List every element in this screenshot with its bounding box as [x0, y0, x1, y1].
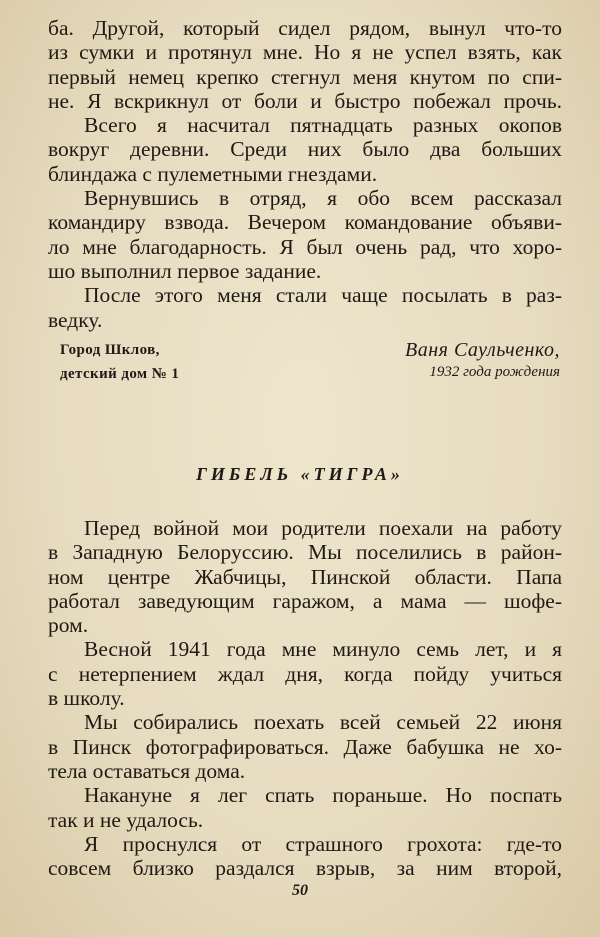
text-line: Накануне я лег спать пораньше. Но поспать: [84, 783, 562, 808]
author-name: Ваня Саульченко,: [405, 339, 560, 361]
text-line: ло мне благодарность. Я был очень рад, что хоро-: [48, 234, 562, 259]
text-line: в Западную Белоруссию. Мы поселились в район-: [48, 540, 562, 565]
text-line: из сумки и протянул мне. Но я не успел взять, как: [48, 40, 562, 65]
text-line: Я проснулся от страшного грохота: где-то: [84, 831, 562, 856]
text-line: совсем близко раздался взрыв, за ним второй,: [48, 856, 562, 881]
text-line: Вернувшись в отряд, я обо всем рассказал: [84, 186, 562, 211]
bottom-text-block: [48, 516, 562, 880]
text-line: ба. Другой, который сидел рядом, вынул что-то: [48, 16, 562, 40]
text-line: ром.: [48, 613, 89, 638]
text-line: Всего я насчитал пятнадцать разных окопов: [84, 113, 562, 138]
text-line: первый немец крепко стегнул меня кнутом по спи-: [48, 64, 562, 89]
text-line: шо выполнил первое задание.: [48, 258, 322, 283]
page-number: 50: [292, 882, 308, 899]
text-line: блиндажа с пулеметными гнездами.: [48, 161, 378, 186]
text-line: в Пинск фотографироваться. Даже бабушка не хо-: [48, 734, 562, 759]
signature-place: [60, 338, 179, 386]
text-line: так и не удалось.: [48, 807, 204, 832]
text-line: с нетерпением ждал дня, когда пойду учиться: [48, 661, 562, 686]
text-line: Мы собирались поехать всей семьей 22 июня: [84, 710, 562, 735]
text-line: После этого меня стали чаще посылать в раз-: [84, 283, 562, 308]
story-title: ГИБЕЛЬ «ТИГРА»: [196, 464, 404, 484]
text-line: не. Я вскрикнул от боли и быстро побежал прочь.: [48, 88, 562, 113]
place-line-2: детский дом № 1: [60, 366, 180, 382]
text-line: вокруг деревни. Среди них было два больших: [48, 137, 562, 162]
text-line: в школу.: [48, 686, 125, 711]
place-line-1: Город Шклов,: [60, 342, 160, 358]
text-line: Весной 1941 года мне минуло семь лет, и я: [84, 637, 562, 662]
author-birth-year: 1932 года рождения: [429, 364, 560, 380]
text-line: Перед войной мои родители поехали на работу: [84, 516, 562, 540]
text-line: ном центре Жабчицы, Пинской области. Папа: [48, 564, 562, 589]
text-line: ведку.: [48, 307, 103, 332]
text-line: тела оставаться дома.: [48, 758, 246, 783]
signature-author: [405, 338, 560, 382]
top-text-block: [48, 16, 562, 332]
text-line: командиру взвода. Вечером командование объяви-: [48, 210, 562, 235]
text-line: работал заведующим гаражом, а мама — шофе-: [48, 588, 562, 613]
